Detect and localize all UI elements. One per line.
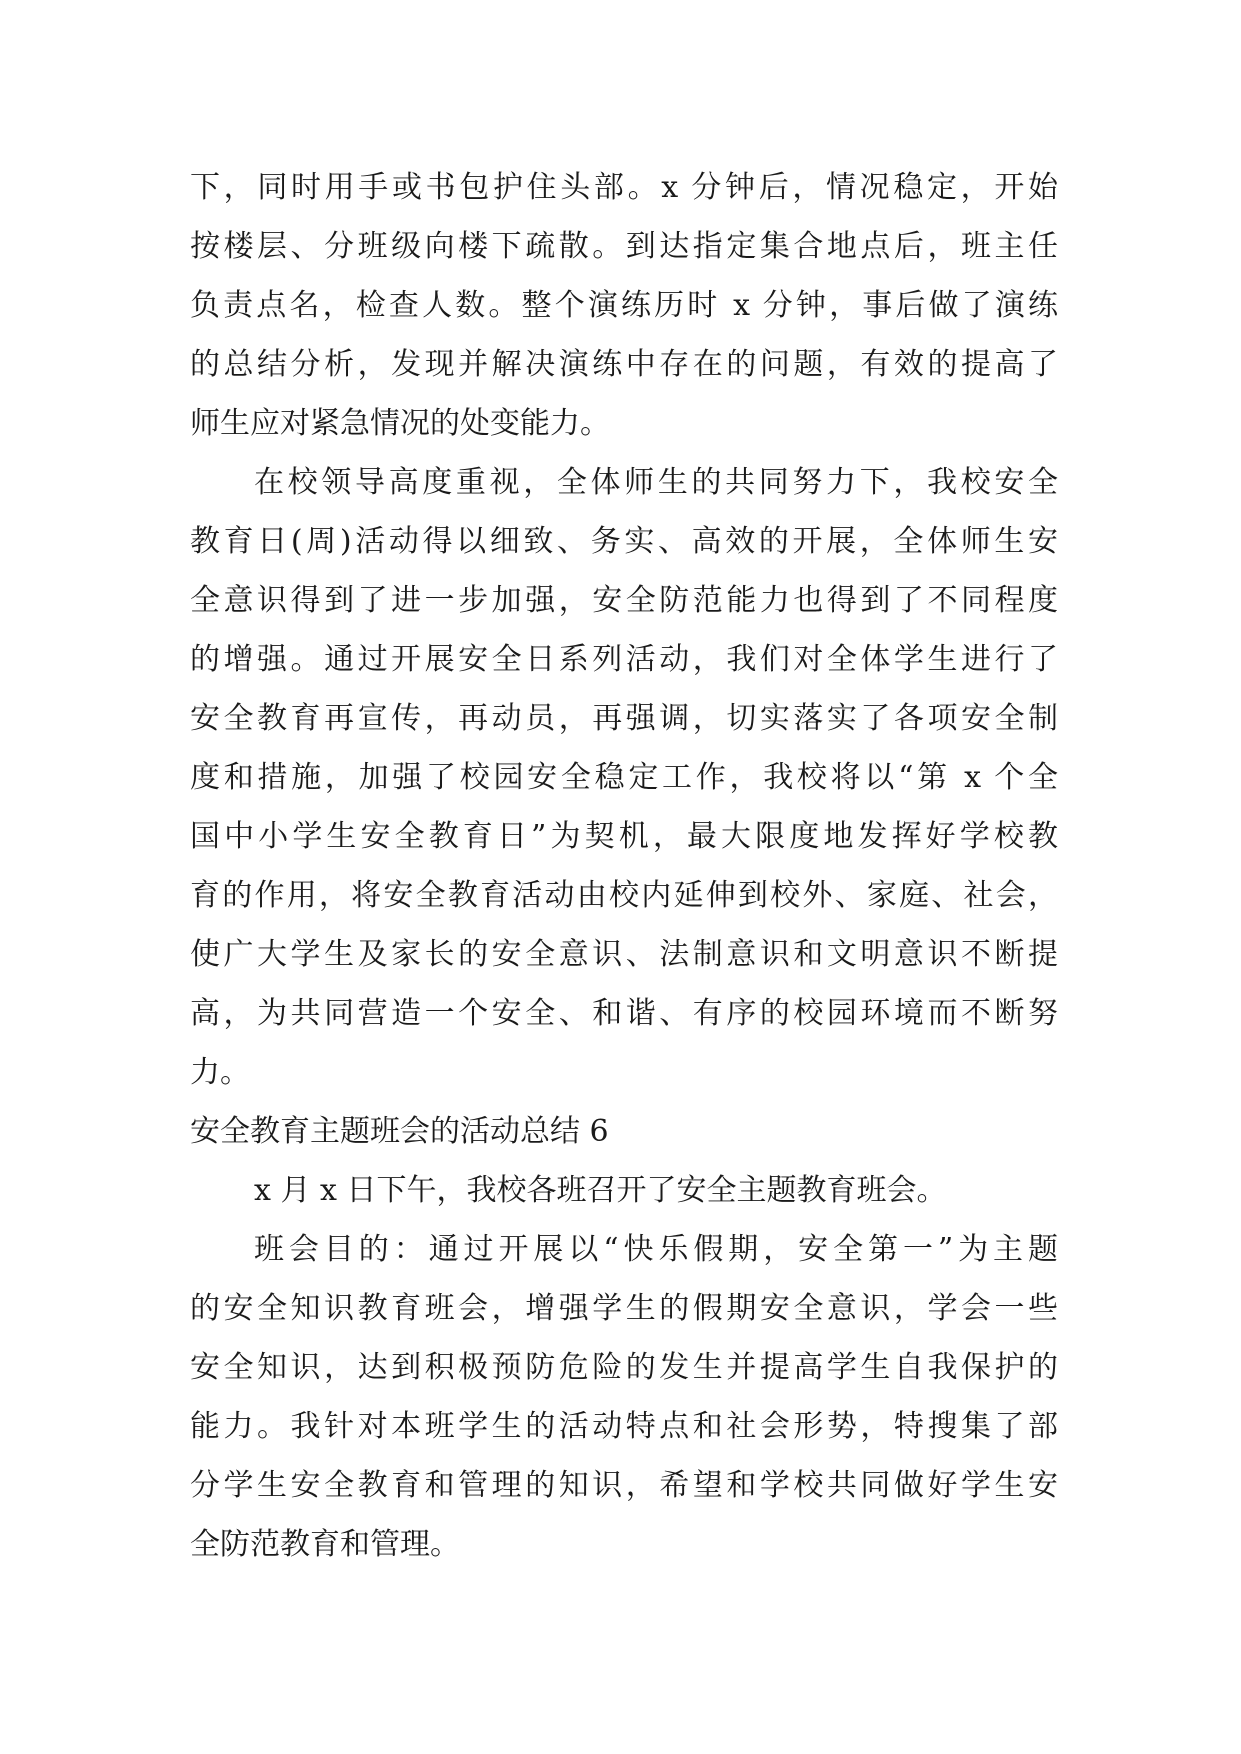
paragraph <box>190 1161 1058 1220</box>
text-line: 使广大学生及家长的安全意识、法制意识和文明意识不断提 <box>190 937 1058 972</box>
text-line: 的增强。通过开展安全日系列活动，我们对全体学生进行了 <box>190 642 1058 677</box>
text-line: 能力。我针对本班学生的活动特点和社会形势，特搜集了部 <box>190 1409 1058 1444</box>
text-line: 班会目的：通过开展以“快乐假期，安全第一”为主题 <box>254 1232 1058 1267</box>
section-heading <box>190 1102 1058 1161</box>
text-line: 全防范教育和管理。 <box>190 1527 460 1562</box>
text-line: 下，同时用手或书包护住头部。x 分钟后，情况稳定，开始 <box>190 170 1058 205</box>
text-line: 在校领导高度重视，全体师生的共同努力下，我校安全 <box>254 465 1058 500</box>
text-line: 安全教育再宣传，再动员，再强调，切实落实了各项安全制 <box>190 701 1058 736</box>
paragraph <box>190 453 1058 1102</box>
text-line: 师生应对紧急情况的处变能力。 <box>190 406 610 441</box>
text-line: 的安全知识教育班会，增强学生的假期安全意识，学会一些 <box>190 1291 1058 1326</box>
paragraph <box>190 158 1058 453</box>
text-line: 的总结分析，发现并解决演练中存在的问题，有效的提高了 <box>190 347 1058 382</box>
text-line: 度和措施，加强了校园安全稳定工作，我校将以“第 x 个全 <box>190 760 1058 795</box>
paragraph <box>190 1220 1058 1574</box>
text-line: 安全教育主题班会的活动总结 6 <box>190 1114 609 1149</box>
document-body <box>190 158 1058 1574</box>
text-line: 全意识得到了进一步加强，安全防范能力也得到了不同程度 <box>190 583 1058 618</box>
text-line: 负责点名，检查人数。整个演练历时 x 分钟，事后做了演练 <box>190 288 1058 323</box>
text-line: 高，为共同营造一个安全、和谐、有序的校园环境而不断努 <box>190 996 1058 1031</box>
text-line: 按楼层、分班级向楼下疏散。到达指定集合地点后，班主任 <box>190 229 1058 264</box>
text-line: 育的作用，将安全教育活动由校内延伸到校外、家庭、社会， <box>190 878 1058 913</box>
text-line: x 月 x 日下午，我校各班召开了安全主题教育班会。 <box>254 1173 947 1208</box>
text-line: 教育日(周)活动得以细致、务实、高效的开展，全体师生安 <box>190 524 1058 559</box>
text-line: 安全知识，达到积极预防危险的发生并提高学生自我保护的 <box>190 1350 1058 1385</box>
text-line: 力。 <box>190 1055 250 1090</box>
text-line: 国中小学生安全教育日”为契机，最大限度地发挥好学校教 <box>190 819 1058 854</box>
text-line: 分学生安全教育和管理的知识，希望和学校共同做好学生安 <box>190 1468 1058 1503</box>
